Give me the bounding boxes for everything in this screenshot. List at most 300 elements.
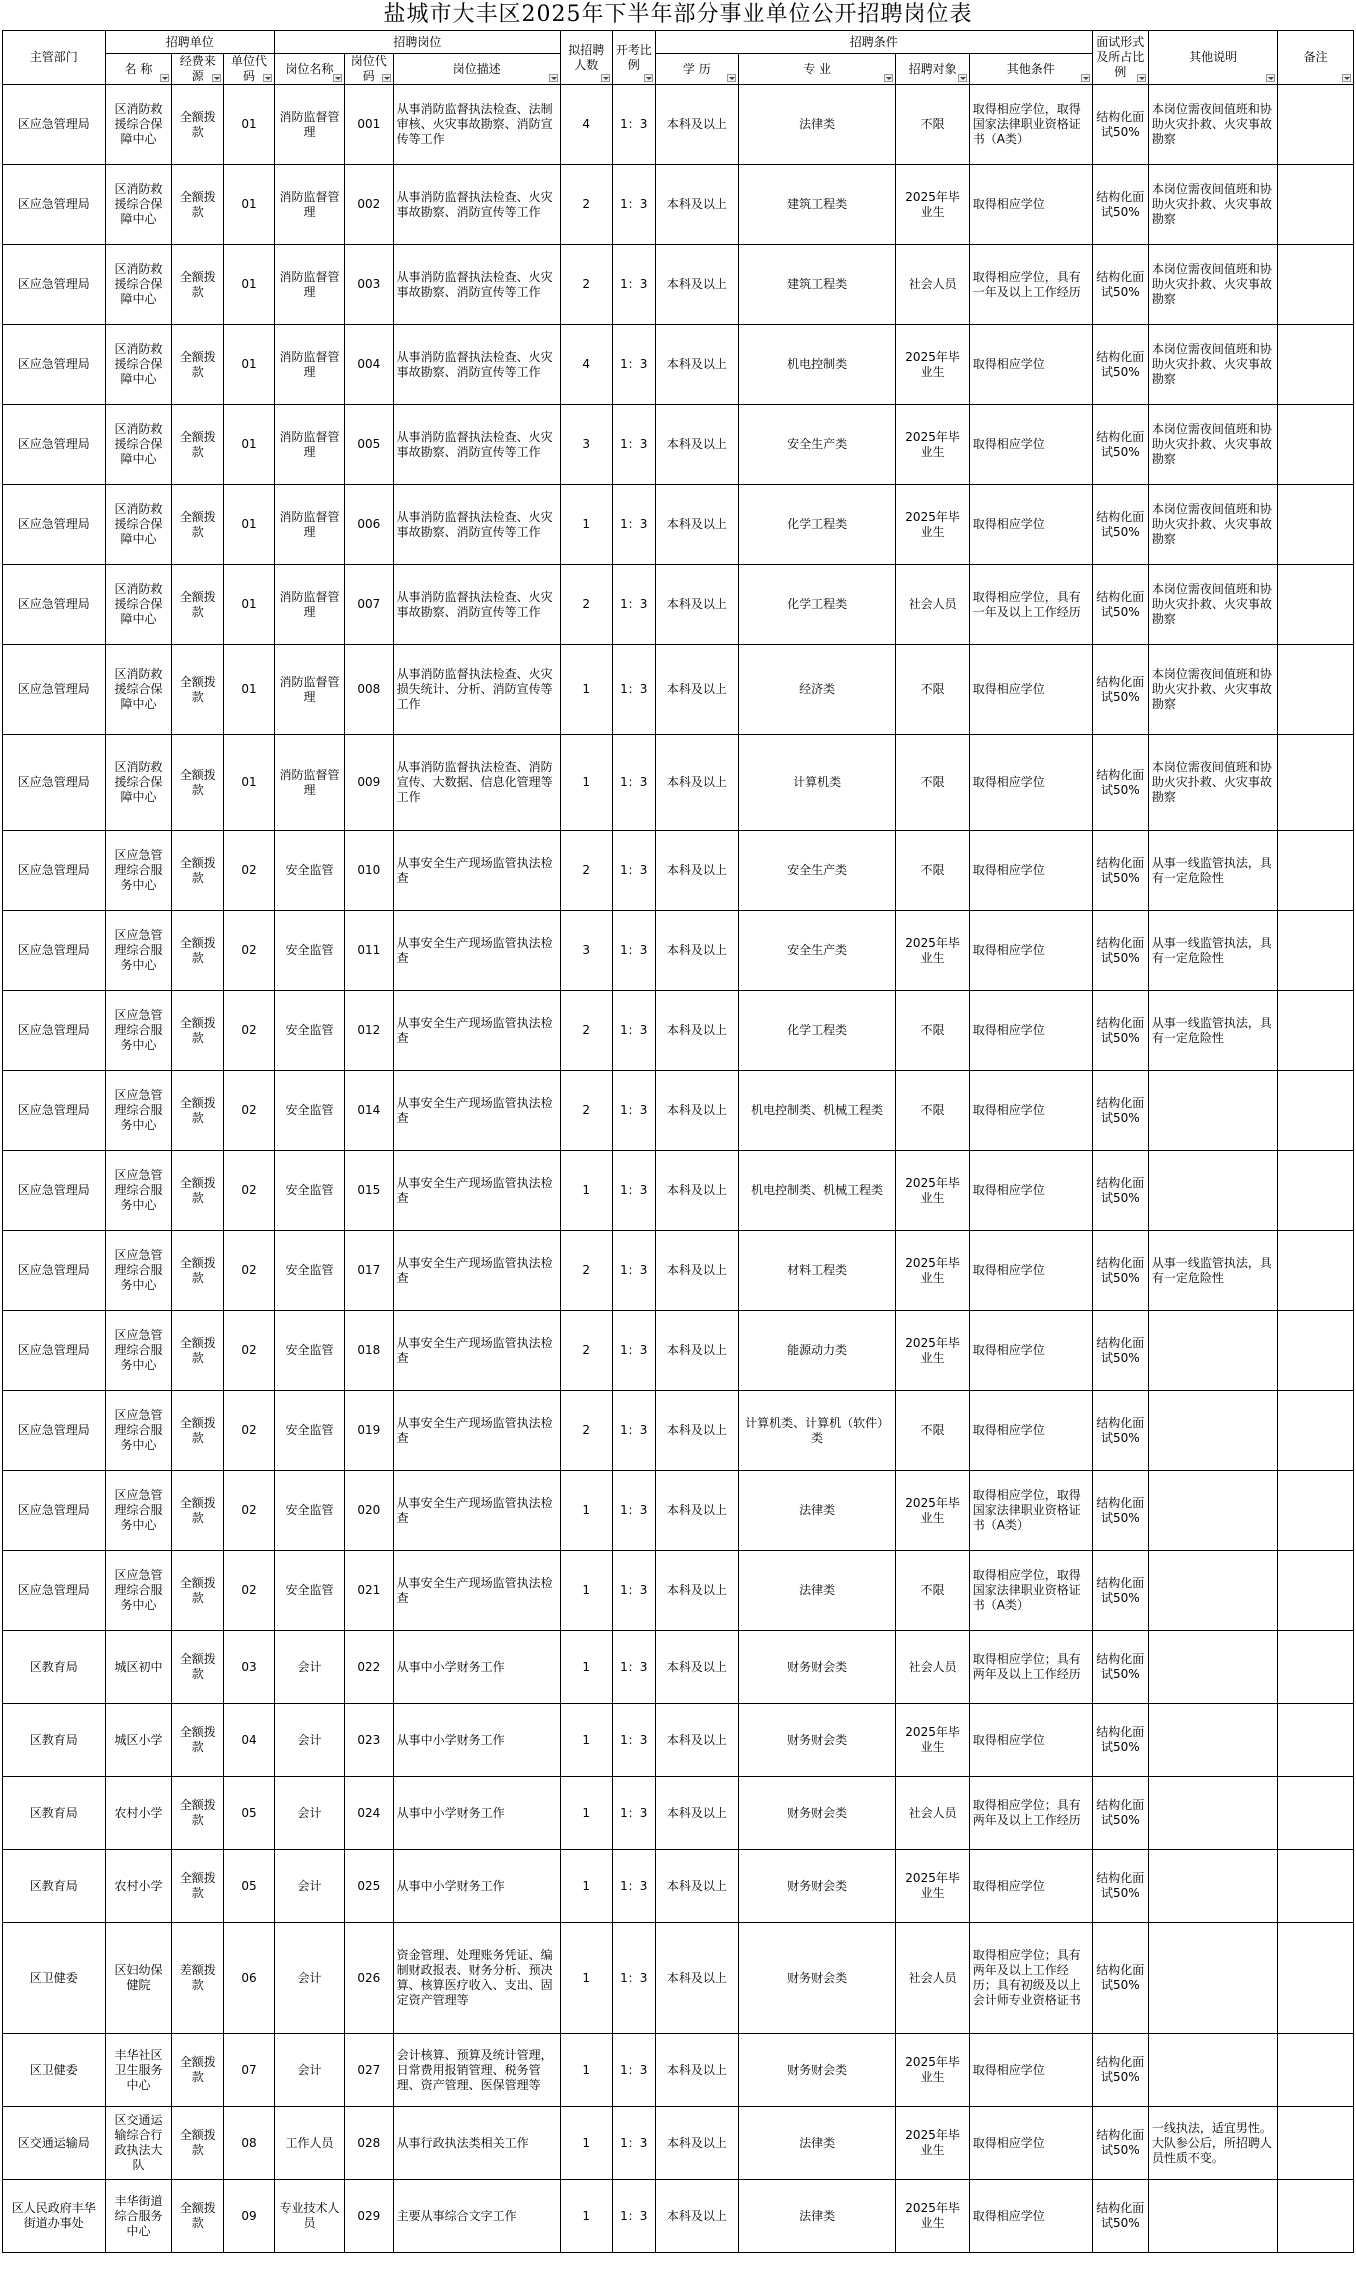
cell-post-desc: 从事安全生产现场监管执法检查 [393, 1391, 560, 1471]
cell-post-name: 安全监管 [274, 1231, 344, 1311]
cell-department: 区教育局 [3, 1631, 106, 1704]
cell-interview: 结构化面试50% [1092, 245, 1148, 325]
table-row [3, 485, 1354, 565]
cell-edu: 本科及以上 [655, 245, 738, 325]
cell-post-code: 009 [345, 735, 394, 831]
cell-post-desc: 从事安全生产现场监管执法检查 [393, 1151, 560, 1231]
cell-unit-code: 08 [224, 2107, 275, 2180]
cell-department: 区应急管理局 [3, 325, 106, 405]
cell-count: 4 [560, 85, 612, 165]
cell-department: 区人民政府丰华街道办事处 [3, 2180, 106, 2253]
cell-remark [1278, 1704, 1354, 1777]
cell-post-code: 018 [345, 1311, 394, 1391]
cell-department: 区应急管理局 [3, 165, 106, 245]
cell-department: 区教育局 [3, 1704, 106, 1777]
cell-ratio: 1：3 [612, 1777, 655, 1850]
cell-post-name: 专业技术人员 [274, 2180, 344, 2253]
cell-target: 2025年毕业生 [896, 165, 969, 245]
cell-unit-code: 02 [224, 1071, 275, 1151]
cell-count: 1 [560, 2180, 612, 2253]
cell-major: 经济类 [738, 645, 896, 735]
header-major[interactable]: 专 业 [738, 54, 896, 85]
cell-remark [1278, 245, 1354, 325]
cell-edu: 本科及以上 [655, 485, 738, 565]
cell-post-code: 026 [345, 1923, 394, 2034]
cell-department: 区教育局 [3, 1777, 106, 1850]
cell-edu: 本科及以上 [655, 735, 738, 831]
cell-count: 2 [560, 1311, 612, 1391]
cell-target: 不限 [896, 831, 969, 911]
table-row [3, 1850, 1354, 1923]
cell-unit-code: 02 [224, 1551, 275, 1631]
cell-post-desc: 从事中小学财务工作 [393, 1850, 560, 1923]
cell-remark [1278, 831, 1354, 911]
cell-funding: 全额拨款 [172, 245, 224, 325]
cell-funding: 全额拨款 [172, 2034, 224, 2107]
cell-notes: 本岗位需夜间值班和协助火灾扑救、火灾事故勘察 [1148, 325, 1277, 405]
cell-unit-code: 02 [224, 991, 275, 1071]
cell-post-name: 消防监督管理 [274, 645, 344, 735]
cell-ratio: 1：3 [612, 1704, 655, 1777]
cell-unit-code: 02 [224, 1471, 275, 1551]
cell-department: 区应急管理局 [3, 1231, 106, 1311]
cell-unit-name: 区消防救援综合保障中心 [105, 485, 172, 565]
cell-other: 取得相应学位 [969, 991, 1092, 1071]
cell-post-name: 工作人员 [274, 2107, 344, 2180]
recruitment-table [2, 30, 1354, 2253]
cell-remark [1278, 735, 1354, 831]
cell-other: 取得相应学位 [969, 2034, 1092, 2107]
table-row [3, 2180, 1354, 2253]
cell-funding: 全额拨款 [172, 1850, 224, 1923]
cell-remark [1278, 1471, 1354, 1551]
cell-other: 取得相应学位，取得国家法律职业资格证书（A类） [969, 1551, 1092, 1631]
cell-other: 取得相应学位 [969, 1311, 1092, 1391]
cell-post-code: 024 [345, 1777, 394, 1850]
cell-post-name: 会计 [274, 2034, 344, 2107]
table-row [3, 565, 1354, 645]
cell-edu: 本科及以上 [655, 2034, 738, 2107]
cell-count: 2 [560, 1231, 612, 1311]
cell-interview: 结构化面试50% [1092, 1071, 1148, 1151]
header-cond-group: 招聘条件 [655, 31, 1092, 54]
cell-target: 2025年毕业生 [896, 405, 969, 485]
cell-edu: 本科及以上 [655, 1071, 738, 1151]
cell-unit-name: 区应急管理综合服务中心 [105, 1551, 172, 1631]
filter-dropdown-icon[interactable] [601, 74, 610, 82]
cell-count: 1 [560, 1471, 612, 1551]
cell-ratio: 1：3 [612, 911, 655, 991]
cell-target: 不限 [896, 85, 969, 165]
cell-major: 化学工程类 [738, 485, 896, 565]
cell-target: 不限 [896, 991, 969, 1071]
cell-unit-name: 城区小学 [105, 1704, 172, 1777]
cell-other: 取得相应学位 [969, 911, 1092, 991]
cell-major: 建筑工程类 [738, 165, 896, 245]
header-post-desc[interactable]: 岗位描述 [393, 54, 560, 85]
cell-funding: 全额拨款 [172, 1551, 224, 1631]
cell-target: 2025年毕业生 [896, 485, 969, 565]
cell-funding: 全额拨款 [172, 1391, 224, 1471]
cell-unit-name: 区应急管理综合服务中心 [105, 1471, 172, 1551]
cell-funding: 全额拨款 [172, 735, 224, 831]
table-row [3, 165, 1354, 245]
cell-edu: 本科及以上 [655, 911, 738, 991]
cell-unit-name: 区应急管理综合服务中心 [105, 1311, 172, 1391]
header-remark[interactable]: 备注 [1278, 31, 1354, 85]
cell-interview: 结构化面试50% [1092, 991, 1148, 1071]
cell-target: 社会人员 [896, 565, 969, 645]
cell-interview: 结构化面试50% [1092, 85, 1148, 165]
cell-post-code: 019 [345, 1391, 394, 1471]
cell-notes [1148, 1850, 1277, 1923]
cell-funding: 全额拨款 [172, 1071, 224, 1151]
cell-post-desc: 从事消防监督执法检查、消防宣传、大数据、信息化管理等工作 [393, 735, 560, 831]
cell-notes: 本岗位需夜间值班和协助火灾扑救、火灾事故勘察 [1148, 85, 1277, 165]
cell-major: 化学工程类 [738, 565, 896, 645]
cell-remark [1278, 85, 1354, 165]
cell-unit-code: 02 [224, 1151, 275, 1231]
cell-post-name: 消防监督管理 [274, 165, 344, 245]
header-edu[interactable]: 学 历 [655, 54, 738, 85]
cell-major: 能源动力类 [738, 1311, 896, 1391]
cell-remark [1278, 1631, 1354, 1704]
cell-major: 法律类 [738, 1551, 896, 1631]
cell-post-name: 安全监管 [274, 1471, 344, 1551]
cell-interview: 结构化面试50% [1092, 165, 1148, 245]
cell-post-desc: 从事中小学财务工作 [393, 1704, 560, 1777]
cell-post-code: 001 [345, 85, 394, 165]
table-row [3, 1151, 1354, 1231]
filter-dropdown-icon[interactable] [212, 74, 221, 82]
cell-unit-name: 城区初中 [105, 1631, 172, 1704]
cell-remark [1278, 2180, 1354, 2253]
table-row [3, 1704, 1354, 1777]
cell-funding: 全额拨款 [172, 565, 224, 645]
header-unit-name[interactable]: 名 称 [105, 54, 172, 85]
cell-funding: 全额拨款 [172, 1471, 224, 1551]
cell-interview: 结构化面试50% [1092, 1551, 1148, 1631]
cell-ratio: 1：3 [612, 1391, 655, 1471]
cell-unit-code: 02 [224, 911, 275, 991]
table-row [3, 1071, 1354, 1151]
cell-unit-code: 04 [224, 1704, 275, 1777]
cell-department: 区应急管理局 [3, 1311, 106, 1391]
cell-other: 取得相应学位，取得国家法律职业资格证书（A类） [969, 85, 1092, 165]
cell-target: 社会人员 [896, 245, 969, 325]
filter-dropdown-icon[interactable] [1266, 74, 1275, 82]
cell-remark [1278, 1391, 1354, 1471]
header-funding[interactable]: 经费来源 [172, 54, 224, 85]
cell-unit-code: 02 [224, 1311, 275, 1391]
cell-post-desc: 从事消防监督执法检查、法制审核、火灾事故勘察、消防宣传等工作 [393, 85, 560, 165]
cell-unit-name: 区应急管理综合服务中心 [105, 1231, 172, 1311]
cell-department: 区应急管理局 [3, 1071, 106, 1151]
cell-remark [1278, 1151, 1354, 1231]
cell-post-name: 消防监督管理 [274, 405, 344, 485]
cell-remark [1278, 645, 1354, 735]
table-row [3, 405, 1354, 485]
filter-dropdown-icon[interactable] [549, 74, 558, 82]
cell-target: 2025年毕业生 [896, 911, 969, 991]
cell-notes [1148, 2180, 1277, 2253]
cell-post-code: 003 [345, 245, 394, 325]
cell-target: 不限 [896, 645, 969, 735]
cell-interview: 结构化面试50% [1092, 2034, 1148, 2107]
cell-edu: 本科及以上 [655, 1850, 738, 1923]
cell-edu: 本科及以上 [655, 1923, 738, 2034]
filter-dropdown-icon[interactable] [727, 74, 736, 82]
table-row [3, 831, 1354, 911]
cell-other: 取得相应学位 [969, 485, 1092, 565]
cell-post-name: 消防监督管理 [274, 85, 344, 165]
cell-unit-code: 05 [224, 1777, 275, 1850]
cell-remark [1278, 2107, 1354, 2180]
header-target[interactable]: 招聘对象 [896, 54, 969, 85]
cell-post-name: 会计 [274, 1777, 344, 1850]
cell-unit-name: 区应急管理综合服务中心 [105, 991, 172, 1071]
cell-post-code: 020 [345, 1471, 394, 1551]
cell-funding: 全额拨款 [172, 2180, 224, 2253]
cell-target: 2025年毕业生 [896, 2034, 969, 2107]
cell-post-desc: 从事安全生产现场监管执法检查 [393, 991, 560, 1071]
cell-count: 2 [560, 245, 612, 325]
cell-target: 2025年毕业生 [896, 2107, 969, 2180]
cell-unit-code: 01 [224, 565, 275, 645]
cell-ratio: 1：3 [612, 1071, 655, 1151]
filter-dropdown-icon[interactable] [382, 74, 391, 82]
cell-funding: 全额拨款 [172, 2107, 224, 2180]
cell-department: 区卫健委 [3, 2034, 106, 2107]
cell-notes: 本岗位需夜间值班和协助火灾扑救、火灾事故勘察 [1148, 735, 1277, 831]
cell-post-code: 015 [345, 1151, 394, 1231]
cell-target: 不限 [896, 1551, 969, 1631]
cell-major: 财务财会类 [738, 2034, 896, 2107]
cell-post-desc: 主要从事综合文字工作 [393, 2180, 560, 2253]
cell-unit-code: 01 [224, 735, 275, 831]
cell-ratio: 1：3 [612, 85, 655, 165]
cell-ratio: 1：3 [612, 1631, 655, 1704]
cell-interview: 结构化面试50% [1092, 325, 1148, 405]
cell-notes: 从事一线监管执法，具有一定危险性 [1148, 1231, 1277, 1311]
cell-edu: 本科及以上 [655, 2180, 738, 2253]
cell-post-desc: 从事消防监督执法检查、火灾事故勘察、消防宣传等工作 [393, 325, 560, 405]
cell-unit-code: 02 [224, 1391, 275, 1471]
cell-major: 法律类 [738, 85, 896, 165]
cell-major: 法律类 [738, 1471, 896, 1551]
cell-department: 区卫健委 [3, 1923, 106, 2034]
table-row [3, 645, 1354, 735]
filter-dropdown-icon[interactable] [958, 74, 967, 82]
cell-target: 社会人员 [896, 1923, 969, 2034]
cell-unit-name: 丰华社区卫生服务中心 [105, 2034, 172, 2107]
cell-post-code: 014 [345, 1071, 394, 1151]
table-row [3, 911, 1354, 991]
cell-ratio: 1：3 [612, 831, 655, 911]
cell-post-name: 安全监管 [274, 1071, 344, 1151]
filter-dropdown-icon[interactable] [1342, 74, 1351, 82]
cell-post-desc: 会计核算、预算及统计管理，日常费用报销管理、税务管理、资产管理、医保管理等 [393, 2034, 560, 2107]
cell-remark [1278, 1311, 1354, 1391]
header-unit-code[interactable]: 单位代码 [224, 54, 275, 85]
cell-ratio: 1：3 [612, 1471, 655, 1551]
cell-post-desc: 从事安全生产现场监管执法检查 [393, 1071, 560, 1151]
cell-post-desc: 从事行政执法类相关工作 [393, 2107, 560, 2180]
filter-dropdown-icon[interactable] [333, 74, 342, 82]
cell-department: 区教育局 [3, 1850, 106, 1923]
cell-unit-name: 区应急管理综合服务中心 [105, 1151, 172, 1231]
cell-funding: 全额拨款 [172, 991, 224, 1071]
cell-other: 取得相应学位 [969, 1391, 1092, 1471]
cell-interview: 结构化面试50% [1092, 1777, 1148, 1850]
cell-edu: 本科及以上 [655, 831, 738, 911]
cell-major: 机电控制类、机械工程类 [738, 1151, 896, 1231]
cell-other: 取得相应学位 [969, 2180, 1092, 2253]
cell-unit-name: 区消防救援综合保障中心 [105, 405, 172, 485]
cell-other: 取得相应学位；具有两年及以上工作经历 [969, 1631, 1092, 1704]
cell-remark [1278, 325, 1354, 405]
cell-post-code: 023 [345, 1704, 394, 1777]
cell-post-name: 会计 [274, 1631, 344, 1704]
cell-unit-code: 09 [224, 2180, 275, 2253]
cell-funding: 全额拨款 [172, 325, 224, 405]
cell-other: 取得相应学位 [969, 1704, 1092, 1777]
table-row [3, 2034, 1354, 2107]
cell-major: 法律类 [738, 2180, 896, 2253]
cell-post-name: 消防监督管理 [274, 325, 344, 405]
cell-major: 财务财会类 [738, 1777, 896, 1850]
cell-count: 1 [560, 2107, 612, 2180]
cell-count: 1 [560, 1631, 612, 1704]
cell-notes [1148, 1071, 1277, 1151]
filter-dropdown-icon[interactable] [263, 74, 272, 82]
cell-post-desc: 从事消防监督执法检查、火灾事故勘察、消防宣传等工作 [393, 405, 560, 485]
cell-post-name: 会计 [274, 1704, 344, 1777]
header-ratio[interactable]: 开考比例 [612, 31, 655, 85]
cell-count: 4 [560, 325, 612, 405]
cell-count: 1 [560, 1923, 612, 2034]
cell-unit-name: 农村小学 [105, 1777, 172, 1850]
cell-funding: 全额拨款 [172, 1631, 224, 1704]
cell-ratio: 1：3 [612, 645, 655, 735]
header-post-name[interactable]: 岗位名称 [274, 54, 344, 85]
cell-unit-code: 01 [224, 405, 275, 485]
filter-dropdown-icon[interactable] [1137, 74, 1146, 82]
cell-ratio: 1：3 [612, 1151, 655, 1231]
cell-post-desc: 从事中小学财务工作 [393, 1631, 560, 1704]
cell-unit-code: 05 [224, 1850, 275, 1923]
cell-funding: 全额拨款 [172, 1311, 224, 1391]
cell-remark [1278, 911, 1354, 991]
cell-notes [1148, 1777, 1277, 1850]
header-notes[interactable]: 其他说明 [1148, 31, 1277, 85]
cell-interview: 结构化面试50% [1092, 2180, 1148, 2253]
cell-ratio: 1：3 [612, 1923, 655, 2034]
cell-count: 1 [560, 485, 612, 565]
cell-interview: 结构化面试50% [1092, 1923, 1148, 2034]
cell-ratio: 1：3 [612, 1850, 655, 1923]
cell-notes: 本岗位需夜间值班和协助火灾扑救、火灾事故勘察 [1148, 245, 1277, 325]
cell-major: 机电控制类 [738, 325, 896, 405]
cell-post-code: 011 [345, 911, 394, 991]
cell-department: 区交通运输局 [3, 2107, 106, 2180]
cell-other: 取得相应学位 [969, 1850, 1092, 1923]
cell-notes: 本岗位需夜间值班和协助火灾扑救、火灾事故勘察 [1148, 405, 1277, 485]
cell-other: 取得相应学位；具有两年及以上工作经历；具有初级及以上会计师专业资格证书 [969, 1923, 1092, 2034]
cell-post-desc: 从事安全生产现场监管执法检查 [393, 911, 560, 991]
cell-post-code: 005 [345, 405, 394, 485]
cell-notes: 本岗位需夜间值班和协助火灾扑救、火灾事故勘察 [1148, 565, 1277, 645]
cell-count: 2 [560, 1071, 612, 1151]
cell-post-desc: 从事安全生产现场监管执法检查 [393, 831, 560, 911]
cell-unit-name: 丰华街道综合服务中心 [105, 2180, 172, 2253]
cell-department: 区应急管理局 [3, 405, 106, 485]
cell-edu: 本科及以上 [655, 1391, 738, 1471]
cell-unit-name: 区交通运输综合行政执法大队 [105, 2107, 172, 2180]
cell-unit-code: 01 [224, 325, 275, 405]
cell-target: 2025年毕业生 [896, 1850, 969, 1923]
cell-post-name: 安全监管 [274, 911, 344, 991]
cell-post-name: 安全监管 [274, 1391, 344, 1471]
cell-post-desc: 从事安全生产现场监管执法检查 [393, 1231, 560, 1311]
cell-major: 法律类 [738, 2107, 896, 2180]
cell-interview: 结构化面试50% [1092, 1151, 1148, 1231]
cell-major: 财务财会类 [738, 1631, 896, 1704]
header-unit-group: 招聘单位 [105, 31, 274, 54]
cell-department: 区应急管理局 [3, 911, 106, 991]
cell-major: 安全生产类 [738, 831, 896, 911]
cell-remark [1278, 165, 1354, 245]
cell-edu: 本科及以上 [655, 645, 738, 735]
cell-interview: 结构化面试50% [1092, 1391, 1148, 1471]
cell-funding: 全额拨款 [172, 1231, 224, 1311]
header-interview[interactable]: 面试形式及所占比例 [1092, 31, 1148, 85]
header-post-code[interactable]: 岗位代码 [345, 54, 394, 85]
cell-funding: 全额拨款 [172, 165, 224, 245]
cell-funding: 差额拨款 [172, 1923, 224, 2034]
filter-dropdown-icon[interactable] [1081, 74, 1090, 82]
cell-interview: 结构化面试50% [1092, 1231, 1148, 1311]
header-other[interactable]: 其他条件 [969, 54, 1092, 85]
cell-unit-name: 区应急管理综合服务中心 [105, 911, 172, 991]
cell-funding: 全额拨款 [172, 485, 224, 565]
cell-interview: 结构化面试50% [1092, 831, 1148, 911]
cell-interview: 结构化面试50% [1092, 1704, 1148, 1777]
cell-post-desc: 资金管理、处理账务凭证、编制财政报表、财务分析、预决算、核算医疗收入、支出、固定资产管理等 [393, 1923, 560, 2034]
cell-post-desc: 从事安全生产现场监管执法检查 [393, 1311, 560, 1391]
filter-dropdown-icon[interactable] [644, 74, 653, 82]
cell-post-name: 消防监督管理 [274, 735, 344, 831]
header-count[interactable]: 拟招聘人数 [560, 31, 612, 85]
cell-notes [1148, 2034, 1277, 2107]
cell-notes [1148, 1631, 1277, 1704]
cell-remark [1278, 565, 1354, 645]
cell-funding: 全额拨款 [172, 645, 224, 735]
cell-post-desc: 从事安全生产现场监管执法检查 [393, 1551, 560, 1631]
cell-edu: 本科及以上 [655, 565, 738, 645]
cell-funding: 全额拨款 [172, 405, 224, 485]
cell-major: 财务财会类 [738, 1850, 896, 1923]
cell-interview: 结构化面试50% [1092, 645, 1148, 735]
table-row [3, 1923, 1354, 2034]
filter-dropdown-icon[interactable] [160, 74, 169, 82]
table-row [3, 325, 1354, 405]
cell-other: 取得相应学位 [969, 165, 1092, 245]
cell-remark [1278, 1777, 1354, 1850]
cell-ratio: 1：3 [612, 165, 655, 245]
filter-dropdown-icon[interactable] [884, 74, 893, 82]
cell-count: 2 [560, 165, 612, 245]
